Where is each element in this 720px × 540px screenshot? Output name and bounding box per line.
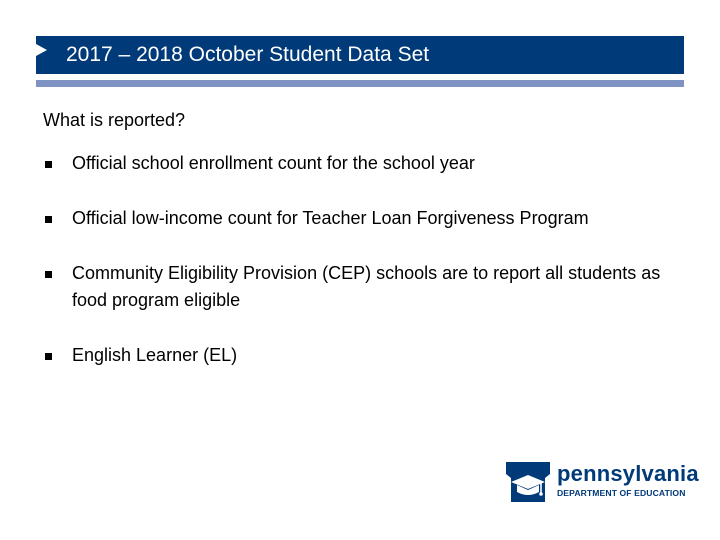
title-rule [36,80,684,87]
subheading: What is reported? [43,110,186,130]
bullet-text: English Learner (EL) [72,345,238,365]
square-bullet-icon [45,161,52,168]
logo-department: DEPARTMENT OF EDUCATION [557,488,686,498]
keystone-graduation-cap-icon [503,458,553,508]
bullet-text: Official school enrollment count for the school year [72,153,475,173]
square-bullet-icon [45,353,52,360]
square-bullet-icon [45,216,52,223]
pennsylvania-education-logo [503,458,699,508]
slide-title: 2017 – 2018 October Student Data Set [66,43,430,66]
bullet-text: Official low-income count for Teacher Loan Forgiveness Program [72,208,589,228]
square-bullet-icon [45,271,52,278]
logo-wordmark: pennsylvania [557,461,699,486]
title-arrow-icon [36,44,47,56]
bullet-text: Community Eligibility Provision (CEP) schools are to report all students as food program eligible [72,263,661,310]
